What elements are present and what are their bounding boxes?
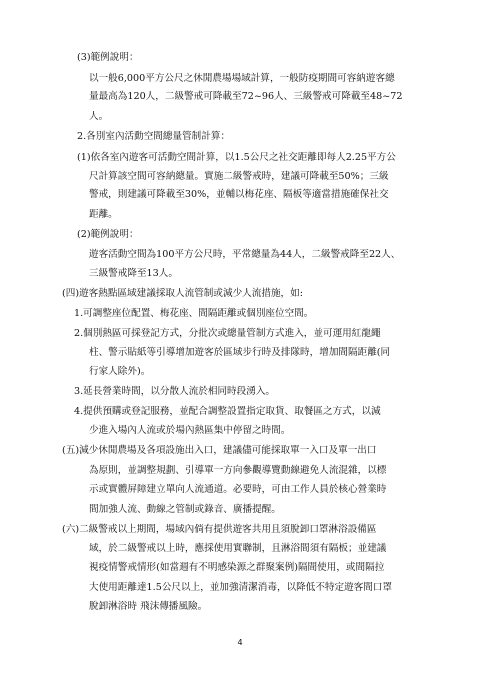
- text-line: 4.提供預購或登記服務，並配合調整設置指定取貨、取餐區之方式，以減: [74, 406, 381, 417]
- text-line: 量最高為120人，二級警戒可降載至72~96人、三級警戒可降載至48~72: [89, 91, 403, 102]
- text-line: 2.個別熱區可採登記方式，分批次或總量管制方式進入，並可運用紅龍繩: [74, 328, 381, 339]
- text-line: 2.各別室內活動空間總量管制計算：: [77, 131, 231, 142]
- text-line: 警戒，則建議可降載至30%，並輔以梅花座、隔板等適當措施確保社交: [89, 189, 389, 200]
- text-line: 域，於二級警戒以上時，應採使用實聯制，且淋浴間須有隔板；並建議: [89, 543, 387, 554]
- text-line: 距離。: [89, 209, 118, 220]
- text-line: 行家人除外)。: [89, 366, 151, 377]
- text-line: 1.可調整座位配置、梅花座、間隔距離或個別座位空間。: [74, 308, 314, 319]
- text-line: 遊客活動空間為100平方公尺時，平常總量為44人，二級警戒降至22人、: [89, 249, 401, 260]
- text-line: 3.延長營業時間，以分散人流於相同時段湧入。: [74, 386, 276, 397]
- text-line: 三級警戒降至13人。: [89, 268, 178, 279]
- text-line: 以一般6,000平方公尺之休閒農場場域計算，一般防疫期間可容納遊客總: [89, 73, 395, 84]
- text-line: (四)遊客熱點區域建議採取人流管制或減少人流措施，如:: [62, 288, 303, 299]
- text-line: 少進入場內人流或於場內熱區集中停留之時間。: [89, 425, 291, 436]
- text-line: (五)減少休閒農場及各項設施出入口，建議儘可能採取單一入口及單一出口: [62, 445, 377, 456]
- page-number: 4: [237, 638, 243, 647]
- text-line: 脫卸淋浴時 飛沫傳播風險。: [89, 601, 208, 612]
- text-line: 柱、警示貼紙等引導增加遊客於區域步行時及排隊時，增加間隔距離(同: [89, 347, 391, 358]
- text-line: 間加強人流、動線之管制或錄音、廣播提醒。: [89, 504, 281, 515]
- text-line: 人。: [89, 111, 109, 122]
- text-line: (六)二級警戒以上期間，場域內倘有提供遊客共用且須脫卸口罩淋浴設備區: [62, 524, 377, 535]
- text-line: 為原則，並調整規劃、引導單一方向參觀導覽動線避免人流混雜，以標: [89, 465, 387, 476]
- text-line: 尺計算該空間可容納總量。實施二級警戒時，建議可降載至50%；三級: [89, 171, 389, 182]
- text-line: (2)範例說明：: [77, 229, 139, 240]
- text-line: 示或實體屏障建立單向人流通道。必要時，可由工作人員於核心營業時: [89, 484, 387, 495]
- text-line: (1)依各室內遊客可活動空間計算，以1.5公尺之社交距離即每人2.25平方公: [77, 152, 396, 163]
- text-line: (3)範例說明：: [77, 52, 139, 63]
- text-line: 大使用距離達1.5公尺以上，並加強清潔消毒，以降低不特定遊客間口罩: [89, 582, 393, 593]
- text-line: 視疫情警戒情形(如當週有不明感染源之群聚案例)隔間使用，或間隔拉: [89, 562, 385, 573]
